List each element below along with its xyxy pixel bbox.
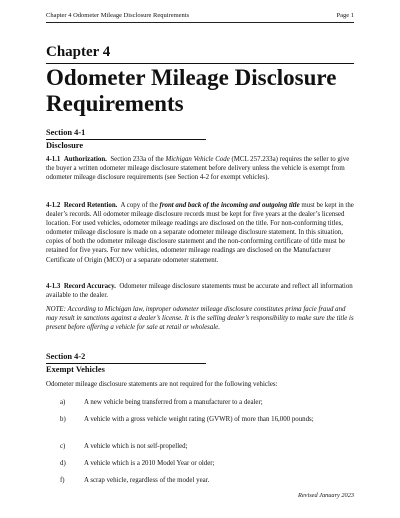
paragraph-4-1-2 (46, 201, 354, 265)
paragraph-heading: Record Accuracy. (63, 283, 116, 290)
note-paragraph: NOTE: According to Michigan law, improper odometer mileage disclosure constitutes prima facie fraud and may result in sanctions against a dealer’s license. It is the selling dealer’s responsibility to make sure the title is present before offering a vehicle for sale at retail or wholesale. (46, 306, 354, 332)
revision-footer: Revised January 2023 (298, 492, 354, 499)
paragraph-text: Odometer mileage disclosure statements must be accurate and reflect all information available to the dealer. (46, 283, 353, 300)
running-header (46, 10, 354, 23)
paragraph-text: A copy of the (120, 202, 160, 209)
paragraph-text: must be kept in the dealer’s records. All odometer mileage disclosure records must be kept for five years at the dealer’s licensed location. For used vehicles, odometer mileage readings are disclosed on the title. For non-conforming titles, odometer mileage disclosure is made on a separate odometer mileage disclosure statement. In this situation, copies of both the odometer mileage disclosure statement and the non-conforming certificate of title must be retained for five years. For new vehicles, odometer mileage readings are disclosed on the Manufacturer Certificate of Origin (MCO) or a separate odometer statement. (46, 202, 354, 264)
section-heading-4-2 (46, 352, 206, 375)
paragraph-number: 4-1.2 (46, 202, 61, 209)
emphasized-text: front and back of the incoming and outgoing title (159, 202, 300, 209)
chapter-rule (46, 63, 354, 64)
paragraph-text: (MCL 257.233a) requires the seller to give the buyer a written odometer mileage disclosure statement before delivery unless the vehicle is exempt from odometer mileage disclosure requirements (see Section 4-2 for exempt vehicles). (46, 156, 350, 182)
header-page-number: Page 1 (336, 12, 354, 19)
paragraph-4-1-1 (46, 155, 354, 182)
section-heading-4-1 (46, 128, 206, 151)
paragraph-number: 4-1.1 (46, 156, 61, 163)
paragraph-text: Section 233a of the (110, 156, 166, 163)
list-marker: b) (60, 416, 66, 423)
list-text: A vehicle with a gross vehicle weight rating (GVWR) of more than 16,000 pounds; (84, 416, 314, 423)
section-number: Section 4-1 (46, 128, 206, 140)
list-text: A scrap vehicle, regardless of the model year. (84, 477, 210, 484)
list-marker: f) (60, 477, 65, 484)
list-text: A vehicle which is not self-propelled; (84, 443, 188, 450)
header-chapter-title: Chapter 4 Odometer Mileage Disclosure Requirements (46, 12, 190, 19)
list-marker: c) (60, 443, 66, 450)
chapter-label: Chapter 4 (46, 44, 111, 60)
list-text: A vehicle which is a 2010 Model Year or older; (84, 460, 215, 467)
paragraph-number: 4-1.3 (46, 283, 61, 290)
paragraph-heading: Record Retention. (63, 202, 118, 209)
code-reference: Michigan Vehicle Code (165, 156, 230, 163)
list-marker: d) (60, 460, 66, 467)
section-intro: Odometer mileage disclosure statements are not required for the following vehicles: (46, 381, 278, 388)
list-marker: a) (60, 399, 66, 406)
section-name: Exempt Vehicles (46, 365, 105, 374)
section-number: Section 4-2 (46, 352, 206, 364)
paragraph-4-1-3 (46, 282, 354, 300)
paragraph-heading: Authorization. (63, 156, 107, 163)
section-name: Disclosure (46, 141, 84, 150)
chapter-title: Odometer Mileage Disclosure Requirements (46, 65, 337, 116)
list-text: A new vehicle being transferred from a manufacturer to a dealer; (84, 399, 263, 406)
